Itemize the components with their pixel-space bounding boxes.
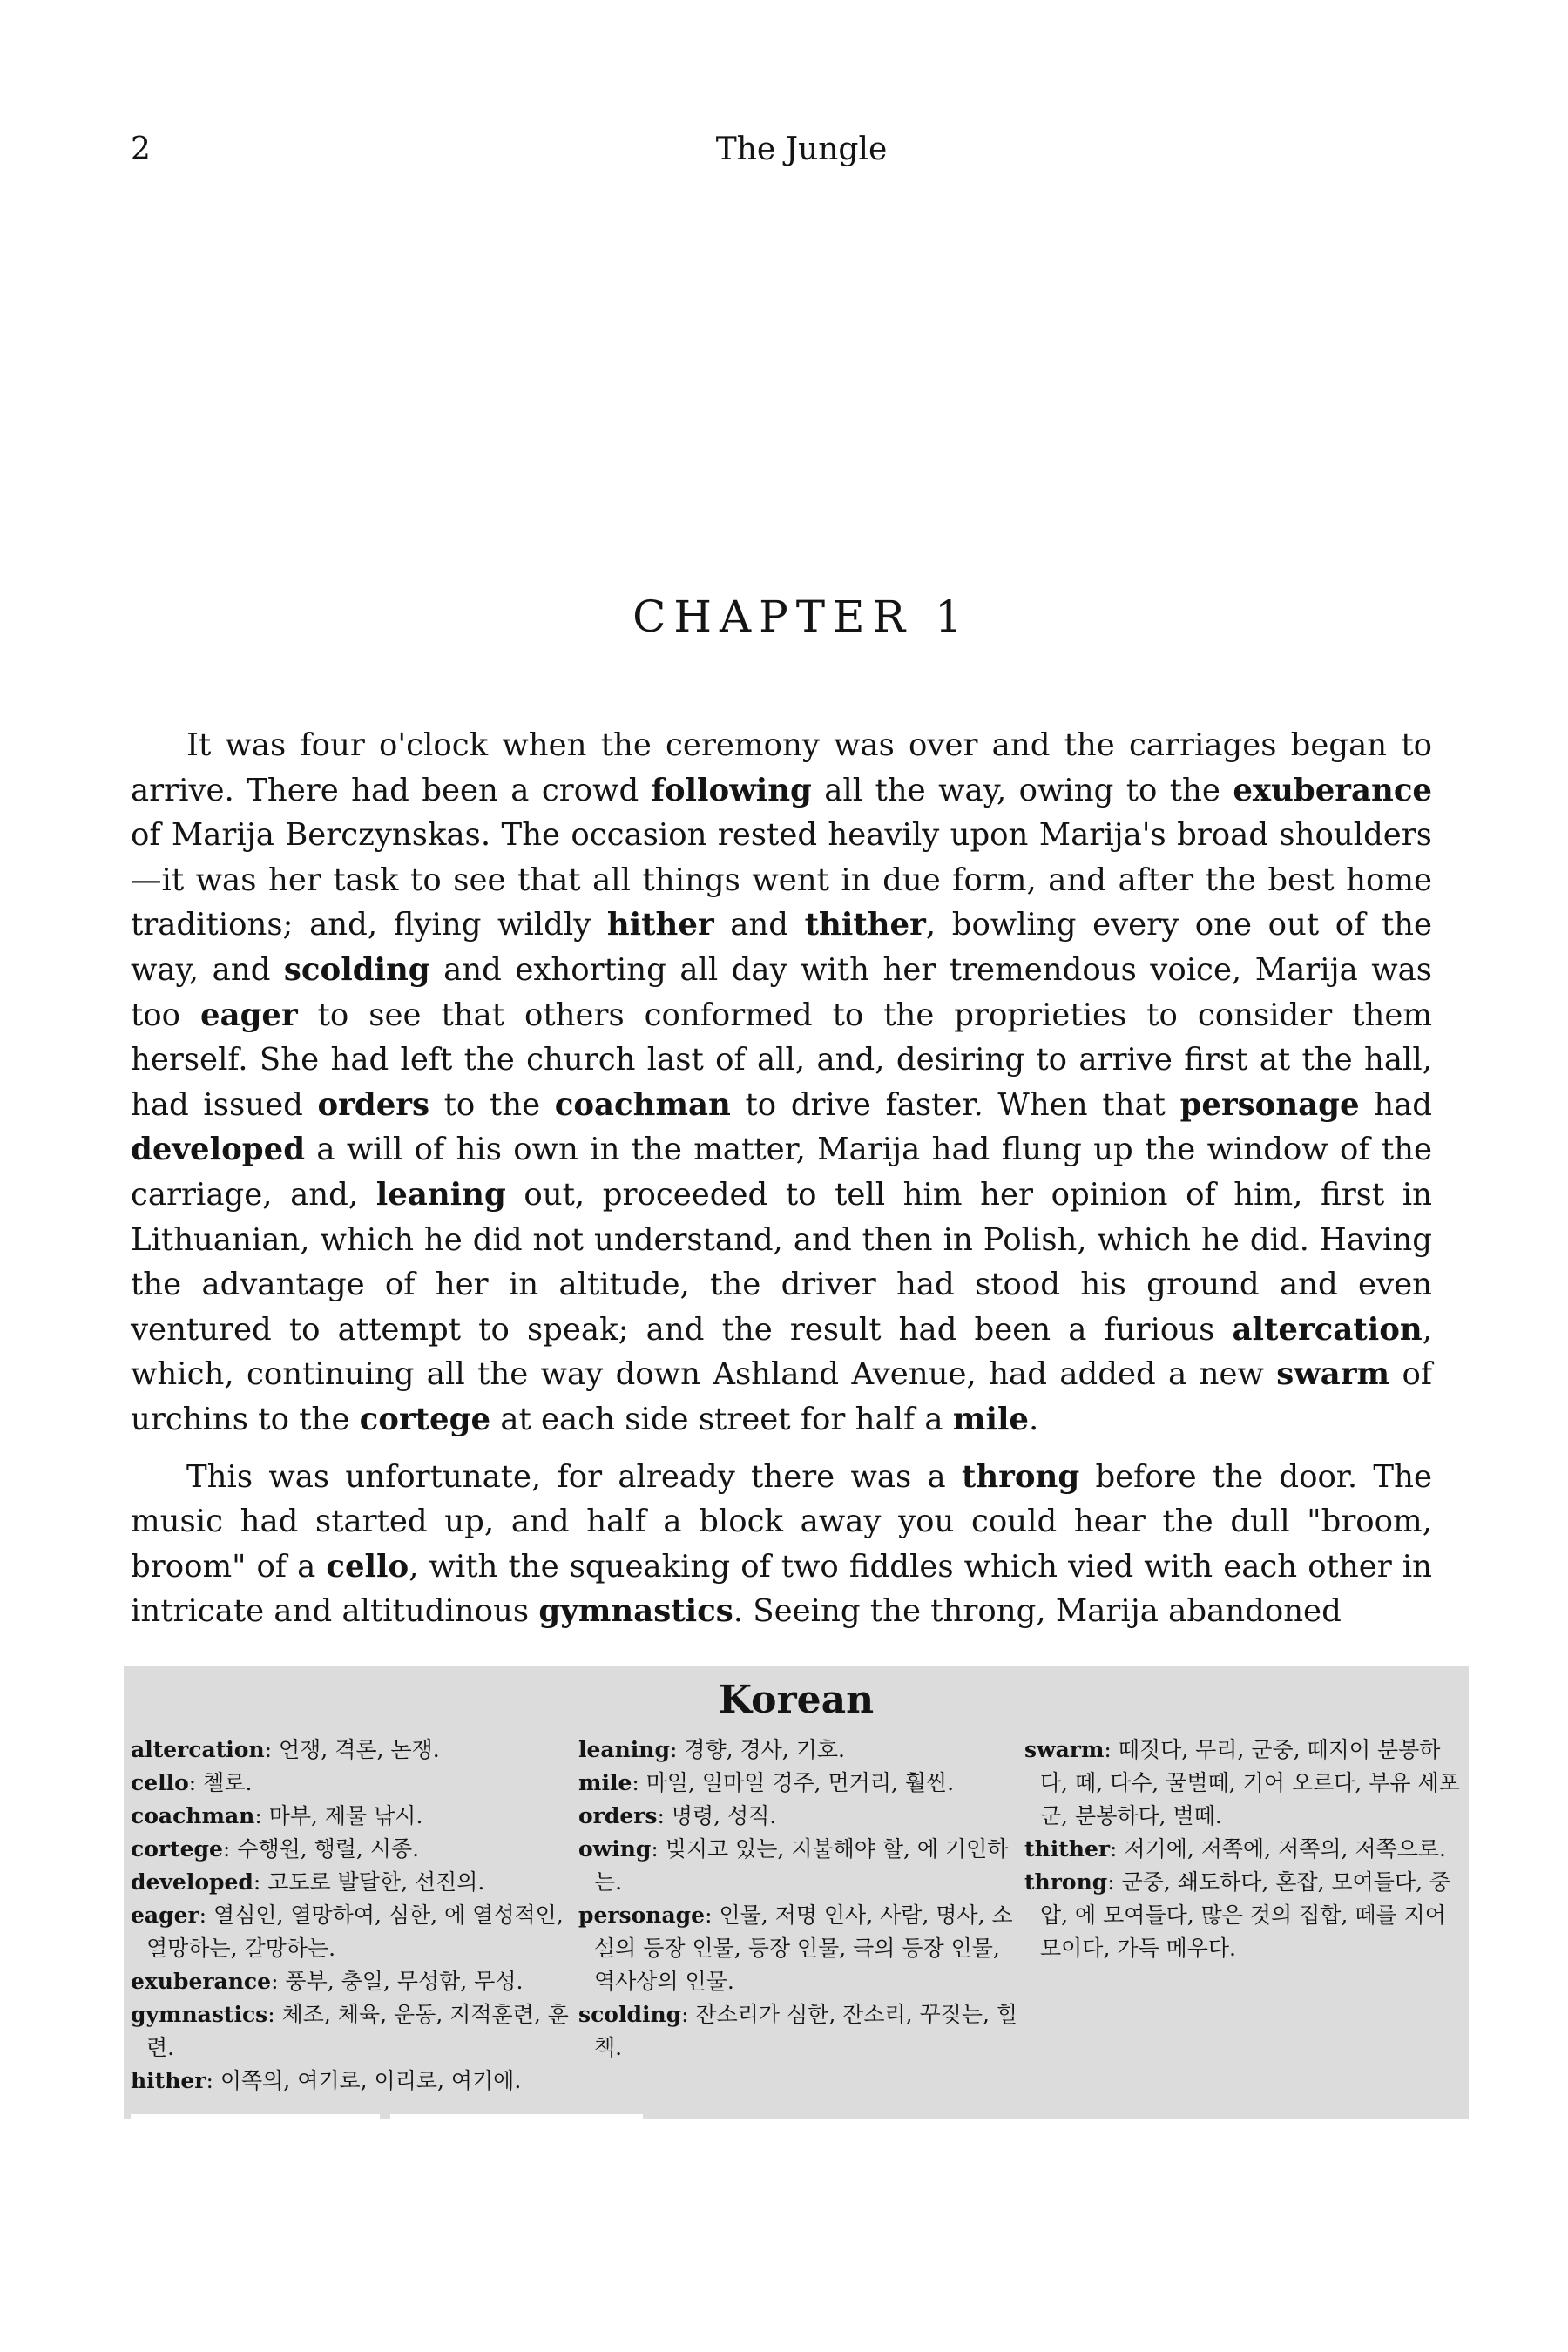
glossary-term: owing bbox=[578, 1836, 652, 1862]
vocab-word: developed bbox=[131, 1132, 306, 1168]
text-run: and exhorting all day with her tremendous voice, Marija was too bbox=[131, 951, 1433, 1033]
glossary-definition: : 명령, 성직. bbox=[657, 1803, 777, 1828]
text-run: had bbox=[1359, 1086, 1432, 1123]
glossary-term: mile bbox=[578, 1770, 632, 1795]
glossary-term: hither bbox=[131, 2068, 206, 2093]
glossary-definition: : 경향, 경사, 기호. bbox=[669, 1737, 845, 1762]
glossary-title: Korean bbox=[718, 1678, 875, 1722]
vocab-word: cortege bbox=[359, 1401, 491, 1437]
text-run: of urchins to the bbox=[131, 1356, 1432, 1437]
vocab-word: gymnastics bbox=[538, 1593, 733, 1630]
glossary-entry bbox=[578, 1800, 1018, 1833]
glossary-entry bbox=[578, 1998, 1018, 2065]
glossary-entry bbox=[1024, 1866, 1464, 1965]
glossary-term: developed bbox=[131, 1869, 253, 1895]
glossary-definition: : 언쟁, 격론, 논쟁. bbox=[264, 1737, 440, 1762]
text-run: all the way, owing to the bbox=[811, 772, 1233, 808]
glossary-entry bbox=[131, 1833, 571, 1866]
glossary-term: leaning bbox=[578, 1737, 670, 1762]
text-run: to see that others conformed to the proprieties to consider them herself. She had left the church last of all, and, desiring to arrive first at the hall, had issued bbox=[131, 997, 1433, 1123]
text-run: It was four o'clock when the ceremony was over and the carriages began to arrive. There had been a crowd bbox=[131, 727, 1432, 808]
text-run: before the door. The music had started up, and half a block away you could hear the dull "broom, broom" of a bbox=[131, 1458, 1432, 1585]
text-run: , bowling every one out of the way, and bbox=[131, 907, 1432, 988]
glossary-box bbox=[124, 1666, 1469, 2119]
body-text bbox=[131, 723, 1432, 1646]
vocab-word: leaning bbox=[375, 1176, 506, 1213]
text-run: to the bbox=[429, 1086, 555, 1123]
glossary-entry bbox=[1024, 1833, 1464, 1866]
text-run: , which, continuing all the way down Ashland Avenue, had added a new bbox=[131, 1311, 1432, 1393]
glossary-term: thither bbox=[1024, 1836, 1111, 1862]
text-run: a will of his own in the matter, Marija had flung up the window of the carriage, and, bbox=[131, 1132, 1432, 1213]
glossary-definition: : 이쪽의, 여기로, 이리로, 여기에. bbox=[206, 2068, 522, 2093]
glossary-column-1 bbox=[131, 1734, 571, 2098]
glossary-definition: : 저기에, 저쪽에, 저쪽의, 저쪽으로. bbox=[1110, 1836, 1446, 1862]
glossary-definition: : 고도로 발달한, 선진의. bbox=[253, 1869, 485, 1895]
vocab-word: exuberance bbox=[1233, 772, 1433, 808]
chapter-heading: CHAPTER 1 bbox=[632, 591, 970, 642]
vocab-word: scolding bbox=[283, 951, 430, 988]
glossary-term: eager bbox=[131, 1903, 199, 1928]
glossary-entry bbox=[1024, 1734, 1464, 1833]
text-run: and bbox=[713, 907, 805, 943]
text-run: . bbox=[1029, 1401, 1039, 1437]
vocab-word: orders bbox=[317, 1086, 429, 1123]
glossary-entry bbox=[578, 1767, 1018, 1800]
glossary-definition: : 첼로. bbox=[188, 1770, 253, 1795]
glossary-term: cortege bbox=[131, 1836, 223, 1862]
text-run: out, proceeded to tell him her opinion of him, first in Lithuanian, which he did not understand, and then in Polish, which he did. Having the advantage of her in altitude, the driver had stood his ground and even ventured to attempt to speak; and the result had been a furious bbox=[131, 1176, 1432, 1348]
glossary-term: throng bbox=[1024, 1869, 1108, 1895]
glossary-column-2 bbox=[578, 1734, 1018, 2065]
glossary-term: swarm bbox=[1024, 1737, 1105, 1762]
vocab-word: mile bbox=[952, 1401, 1030, 1437]
glossary-entry bbox=[131, 1734, 571, 1767]
vocab-word: hither bbox=[606, 907, 714, 943]
glossary-term: exuberance bbox=[131, 1969, 272, 1994]
glossary-definition: : 체조, 체육, 운동, 지적훈련, 훈련. bbox=[146, 2002, 569, 2060]
text-run: of Marija Berczynskas. The occasion rested heavily upon Marija's broad shoulders—it was her task to see that all things went in due form, and after the best home traditions; and, flying wildly bbox=[131, 817, 1432, 943]
glossary-definition: : 열심인, 열망하여, 심한, 에 열성적인, 열망하는, 갈망하는. bbox=[146, 1903, 564, 1961]
glossary-definition: : 군중, 쇄도하다, 혼잡, 모여들다, 중압, 에 모여들다, 많은 것의 집합, 떼를 지어 모이다, 가득 메우다. bbox=[1040, 1869, 1451, 1961]
glossary-divider bbox=[131, 2114, 380, 2119]
vocab-word: thither bbox=[804, 907, 926, 943]
glossary-definition: : 떼짓다, 무리, 군중, 떼지어 분봉하다, 떼, 다수, 꿀벌떼, 기어 오르다, 부유 세포군, 분봉하다, 벌떼. bbox=[1040, 1737, 1460, 1828]
paragraph bbox=[131, 1455, 1432, 1634]
glossary-entry bbox=[131, 1800, 571, 1833]
glossary-term: altercation bbox=[131, 1737, 265, 1762]
glossary-definition: : 인물, 저명 인사, 사람, 명사, 소설의 등장 인물, 등장 인물, 극의 등장 인물, 역사상의 인물. bbox=[594, 1903, 1013, 1994]
glossary-definition: : 마부, 제물 낚시. bbox=[254, 1803, 423, 1828]
glossary-term: cello bbox=[131, 1770, 189, 1795]
glossary-term: gymnastics bbox=[131, 2002, 268, 2027]
glossary-entry bbox=[578, 1833, 1018, 1899]
glossary-term: orders bbox=[578, 1803, 658, 1828]
text-run: at each side street for half a bbox=[490, 1401, 953, 1437]
glossary-definition: : 수행원, 행렬, 시종. bbox=[222, 1836, 420, 1862]
vocab-word: swarm bbox=[1276, 1356, 1390, 1393]
glossary-term: coachman bbox=[131, 1803, 255, 1828]
glossary-entry bbox=[578, 1899, 1018, 1998]
glossary-entry bbox=[131, 1767, 571, 1800]
glossary-definition: : 빚지고 있는, 지불해야 할, 에 기인하는. bbox=[594, 1836, 1009, 1895]
text-run: This was unfortunate, for already there was a bbox=[186, 1458, 962, 1495]
glossary-column-3 bbox=[1024, 1734, 1464, 1965]
paragraph bbox=[131, 723, 1432, 1443]
glossary-entry bbox=[131, 1899, 571, 1965]
vocab-word: cello bbox=[326, 1548, 409, 1585]
vocab-word: coachman bbox=[554, 1086, 731, 1123]
vocab-word: altercation bbox=[1232, 1311, 1423, 1348]
glossary-entry bbox=[131, 2065, 571, 2098]
vocab-word: personage bbox=[1179, 1086, 1360, 1123]
glossary-divider bbox=[390, 2114, 643, 2119]
page-number: 2 bbox=[131, 132, 151, 167]
glossary-entry bbox=[578, 1734, 1018, 1767]
running-title: The Jungle bbox=[715, 132, 888, 167]
glossary-entry bbox=[131, 1965, 571, 1998]
glossary-definition: : 풍부, 충일, 무성함, 무성. bbox=[271, 1969, 524, 1994]
text-run: , with the squeaking of two fiddles which vied with each other in intricate and altitudinous bbox=[131, 1548, 1432, 1630]
glossary-term: scolding bbox=[578, 2002, 682, 2027]
glossary-entry bbox=[131, 1866, 571, 1899]
glossary-entry bbox=[131, 1998, 571, 2065]
text-run: to drive faster. When that bbox=[730, 1086, 1180, 1123]
vocab-word: throng bbox=[961, 1458, 1080, 1495]
glossary-term: personage bbox=[578, 1903, 706, 1928]
vocab-word: eager bbox=[199, 997, 298, 1033]
glossary-definition: : 마일, 일마일 경주, 먼거리, 훨씬. bbox=[632, 1770, 955, 1795]
glossary-definition: : 잔소리가 심한, 잔소리, 꾸짖는, 힐책. bbox=[594, 2002, 1018, 2060]
text-run: . Seeing the throng, Marija abandoned bbox=[733, 1593, 1342, 1630]
vocab-word: following bbox=[651, 772, 812, 808]
